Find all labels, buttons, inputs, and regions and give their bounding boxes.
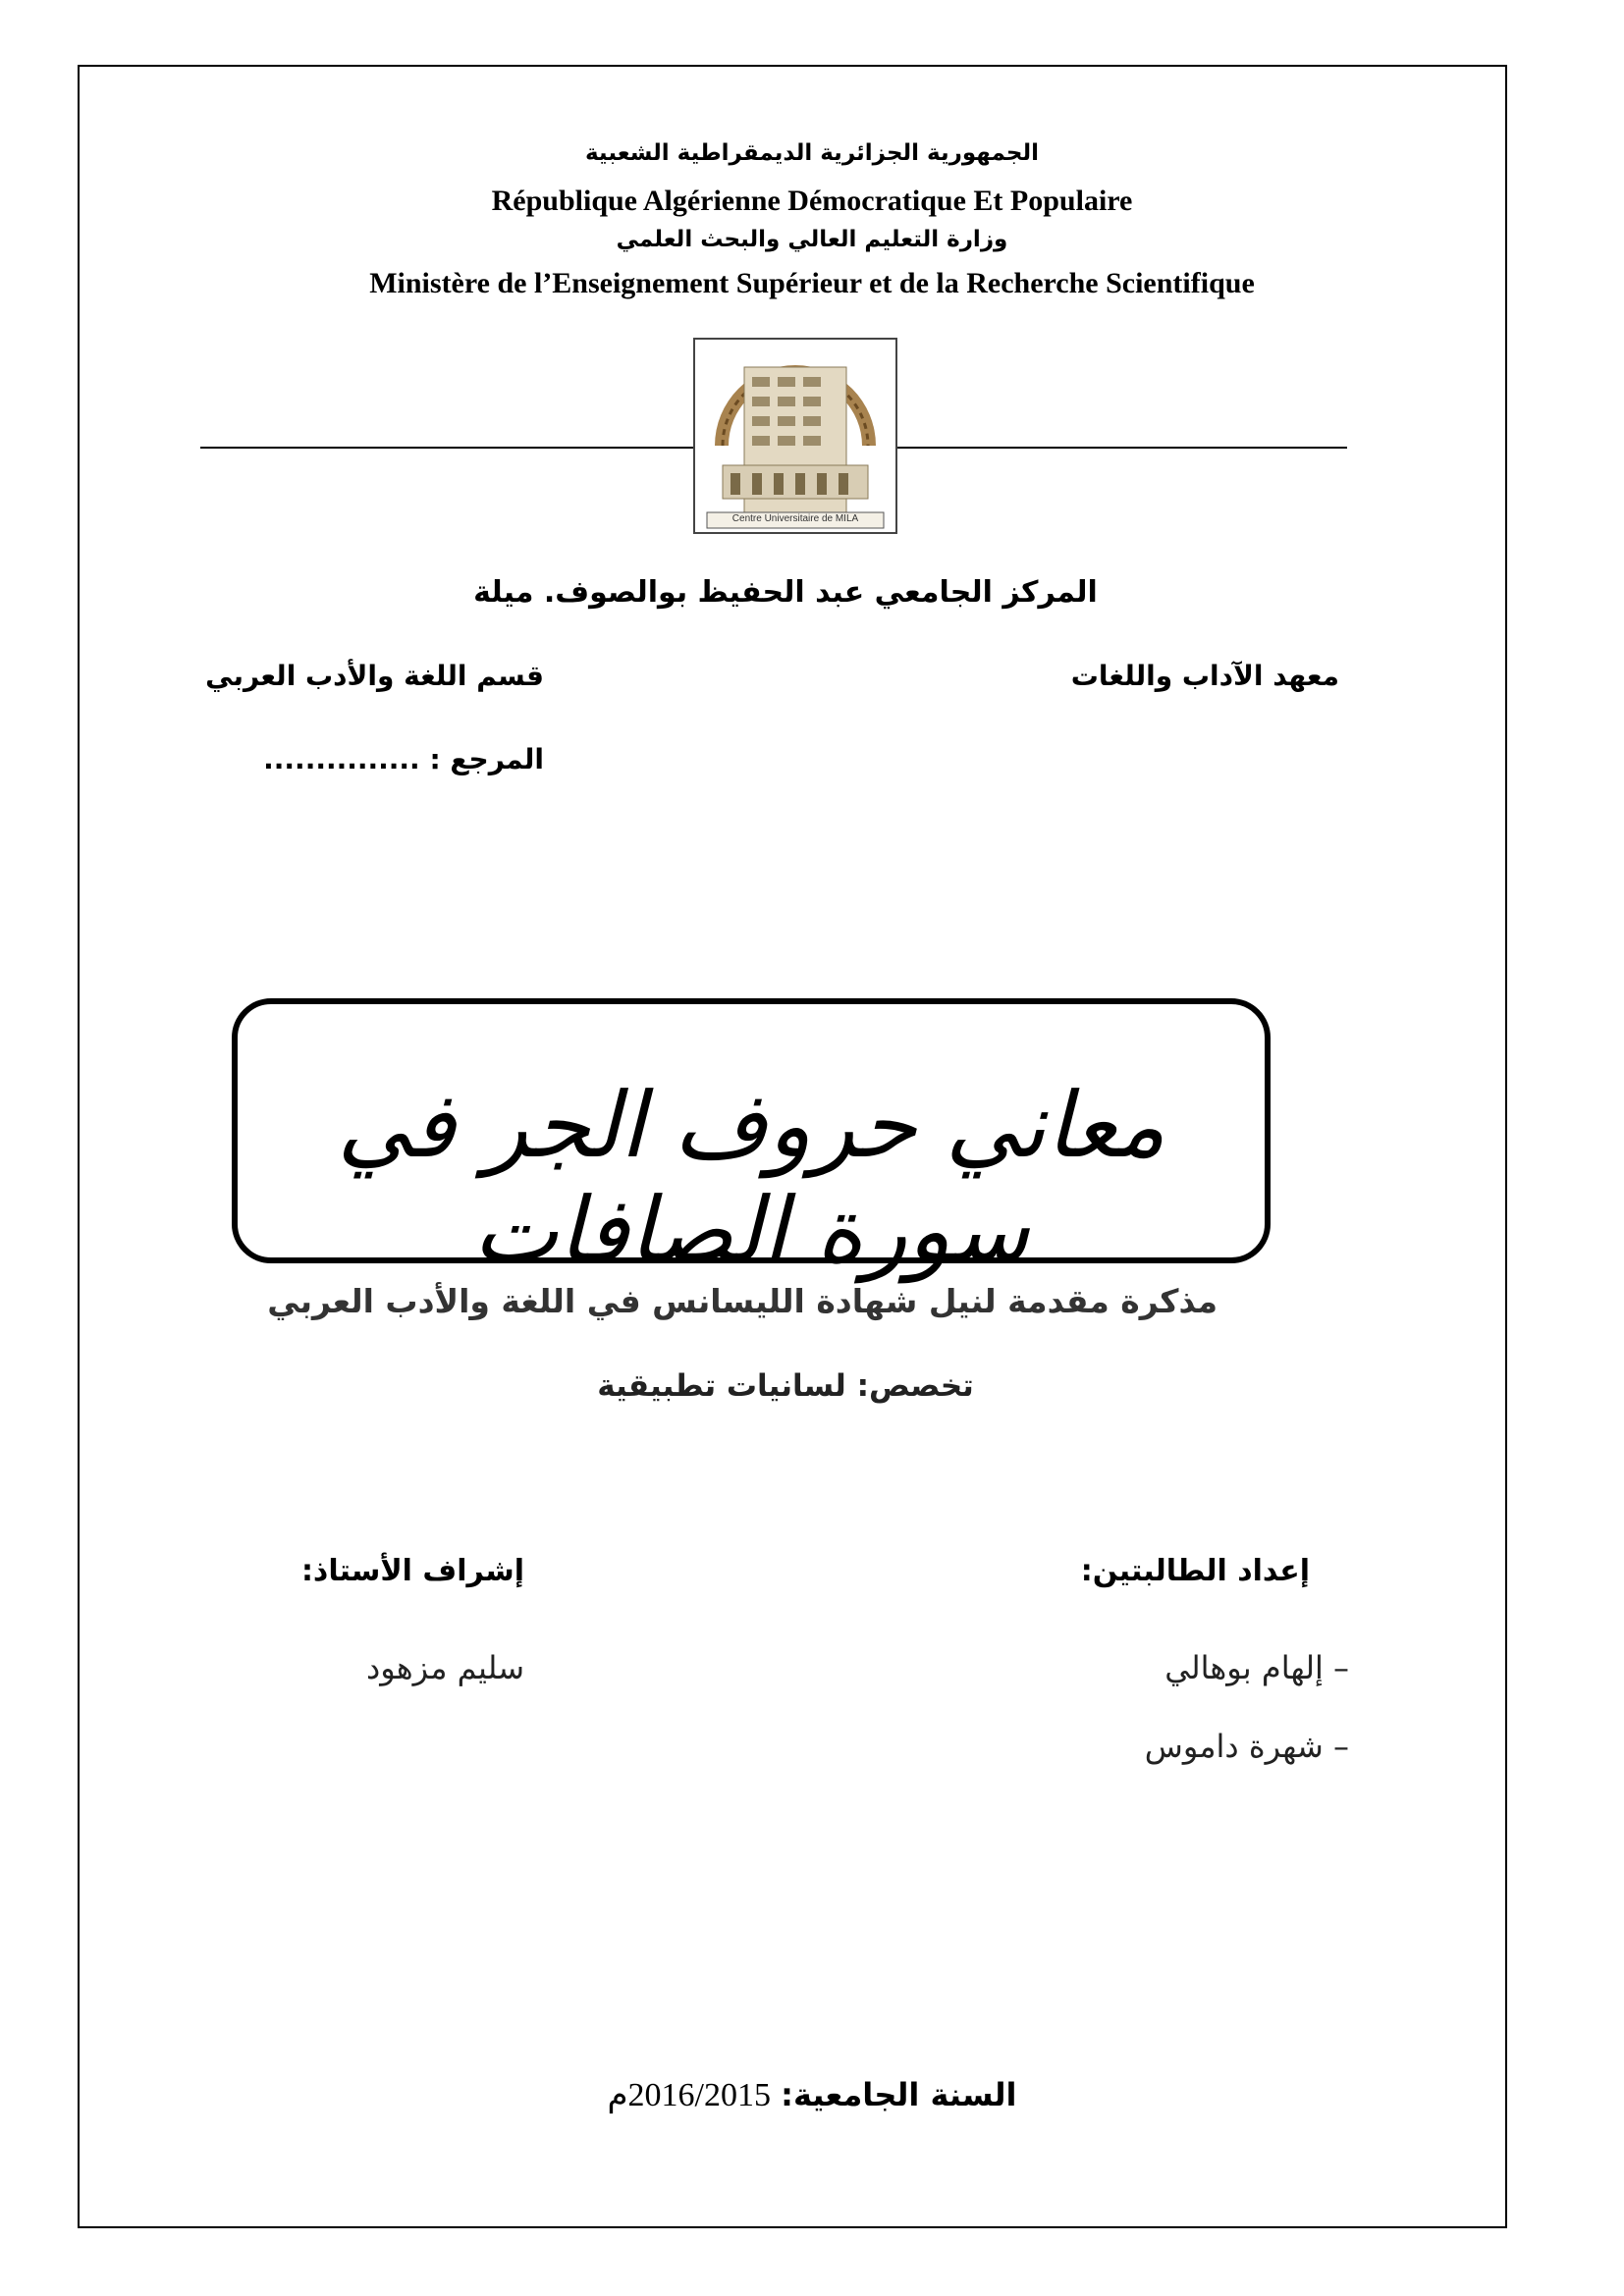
students-label: إعداد الطالبتين: (1080, 1554, 1310, 1588)
institute-label: معهد الآداب واللغات (1070, 660, 1339, 692)
supervisor-label: إشراف الأستاذ: (300, 1554, 524, 1588)
header-divider-right (897, 447, 1347, 449)
republic-french: République Algérienne Démocratique Et Populaire (491, 185, 1133, 217)
ministry-french: Ministère de l’Enseignement Supérieur et de la Recherche Scientifique (369, 267, 1255, 299)
specialty-label: تخصص: لسانيات تطبيقية (597, 1368, 974, 1404)
department-label: قسم اللغة والأدب العربي (205, 660, 544, 692)
header-divider-left (200, 447, 693, 449)
logo-caption: Centre Universitaire de MILA (731, 513, 859, 524)
university-center: المركز الجامعي عبد الحفيظ بوالصوف. ميلة (473, 575, 1098, 610)
thesis-title-box (232, 998, 1271, 1283)
student-name-1: – إلهام بوهالي (1164, 1649, 1349, 1686)
ministry-arabic: وزارة التعليم العالي والبحث العلمي (616, 227, 1008, 252)
republic-arabic: الجمهورية الجزائرية الديمقراطية الشعبية (584, 140, 1040, 166)
student-name-2: – شهرة داموس (1144, 1728, 1349, 1765)
thesis-title: معاني حروف الجر في سورة الصافات (337, 1073, 1165, 1283)
academic-year-value: 2016/2015م (607, 2077, 771, 2113)
academic-year-label: السنة الجامعية: (781, 2076, 1017, 2113)
university-logo (693, 338, 897, 534)
reference-field: المرجع : ............... (263, 743, 544, 775)
thesis-subtitle: مذكرة مقدمة لنيل شهادة الليسانس في اللغة والأدب العربي (267, 1282, 1218, 1320)
academic-year (0, 2075, 1624, 2114)
supervisor-name: سليم مزهود (366, 1649, 524, 1686)
